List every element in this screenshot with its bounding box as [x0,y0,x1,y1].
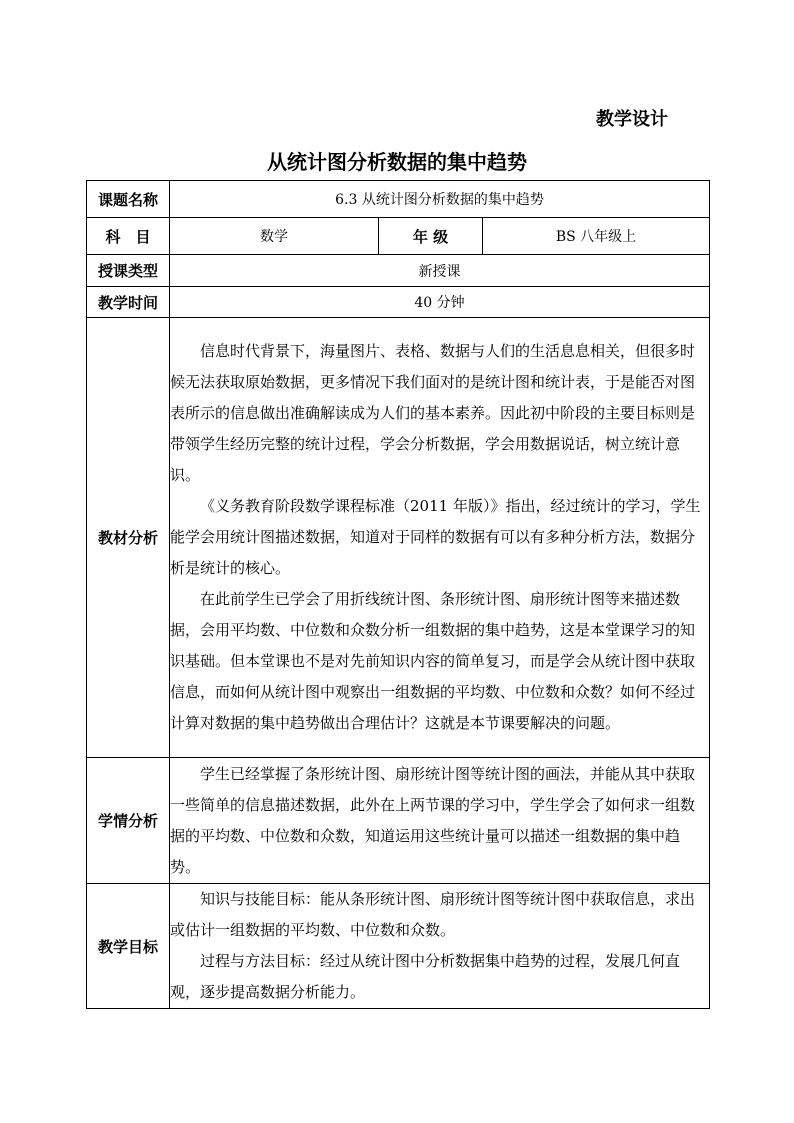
time-label: 教学时间 [87,287,170,318]
objective-paragraph: 过程与方法目标：经过从统计图中分析数据集中趋势的过程，发展几何直观，逐步提高数据分析能力。 [170,952,681,1001]
objectives-content [170,884,710,1009]
material-paragraph: 信息时代背景下，海量图片、表格、数据与人们的生活息息相关，但很多时候无法获取原始数据，更多情况下我们面对的是统计图和统计表，于是能否对图表所示的信息做出准确解读成为人们的基本素养。因此初中阶段的主要目标则是带领学生经历完整的统计过程，学会分析数据，学会用数据说话，树立统计意识。 [170,342,696,484]
topic-value: 6.3 从统计图分析数据的集中趋势 [170,181,710,218]
row-learner [87,758,710,884]
row-objectives [87,884,710,1009]
objective-paragraph: 知识与技能目标：能从条形统计图、扇形统计图等统计图中获取信息，求出或估计一组数据的平均数、中位数和众数。 [170,890,696,939]
row-topic [87,181,710,218]
topic-label: 课题名称 [87,181,170,218]
grade-label: 年 级 [379,218,483,255]
header-title: 教学设计 [596,109,668,130]
document-title: 从统计图分析数据的集中趋势 [267,150,527,174]
learner-label: 学情分析 [87,758,170,884]
learner-paragraph: 学生已经掌握了条形统计图、扇形统计图等统计图的画法，并能从其中获取一些简单的信息描述数据，此外在上两节课的学习中，学生学会了如何求一组数据的平均数、中位数和众数，知道运用这些统计量可以描述一组数据的集中趋势。 [170,764,696,876]
learner-content [170,758,710,884]
type-value: 新授课 [170,255,710,287]
row-type [87,255,710,287]
objectives-label: 教学目标 [87,884,170,1009]
grade-value: BS 八年级上 [483,218,710,255]
subject-label: 科 目 [87,218,170,255]
type-label: 授课类型 [87,255,170,287]
material-paragraph: 《义务教育阶段数学课程标准（2011 年版）》指出，经过统计的学习，学生能学会用统计图描述数据，知道对于同样的数据有可以有多种分析方法，数据分析是统计的核心。 [170,497,701,577]
subject-value: 数学 [170,218,379,255]
material-paragraph: 在此前学生已学会了用折线统计图、条形统计图、扇形统计图等来描述数据，会用平均数、中位数和众数分析一组数据的集中趋势，这是本堂课学习的知识基础。但本堂课也不是对先前知识内容的简单复习，而是学会从统计图中获取信息，而如何从统计图中观察出一组数据的平均数、中位数和众数？如何不经过计算对数据的集中趋势做出合理估计？这就是本节课要解决的问题。 [170,590,696,732]
material-content [170,318,710,758]
row-subject-grade [87,218,710,255]
row-material [87,318,710,758]
time-value: 40 分钟 [170,287,710,318]
row-time [87,287,710,318]
material-label: 教材分析 [87,318,170,758]
lesson-plan-table [86,180,710,1009]
